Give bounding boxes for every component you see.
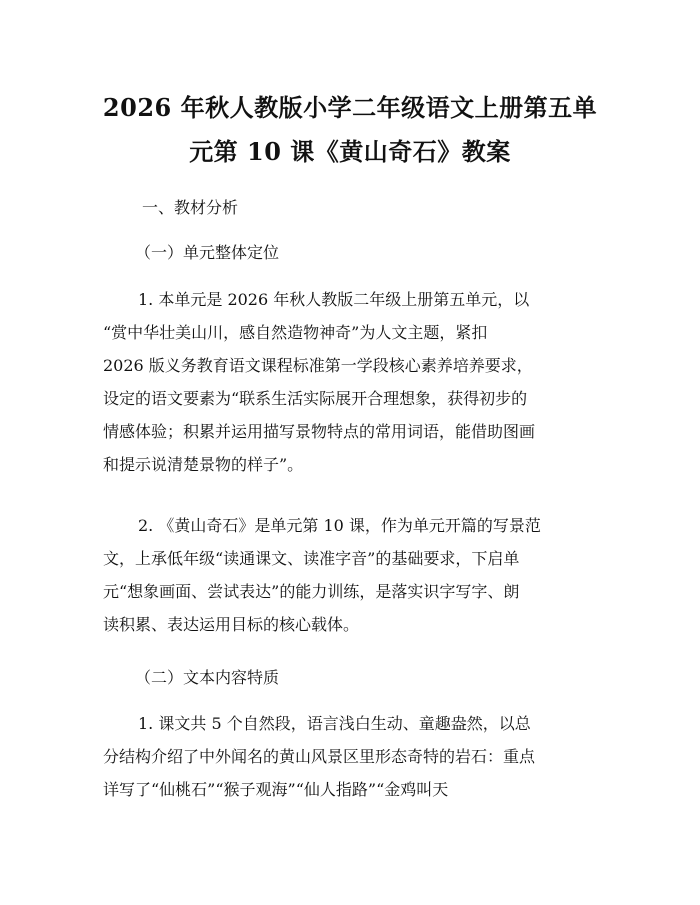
- paragraph-3-line: 分结构介绍了中外闻名的黄山风景区里形态奇特的岩石：重点: [103, 747, 536, 766]
- document-title-line-2: 元第 10 课《黄山奇石》教案: [189, 137, 511, 166]
- paragraph-1-line: 和提示说清楚景物的样子”。: [103, 455, 304, 474]
- paragraph-2-line: 2. 《黄山奇石》是单元第 10 课，作为单元开篇的写景范: [138, 516, 541, 535]
- document-title-line-1: 2026 年秋人教版小学二年级语文上册第五单: [102, 93, 598, 122]
- paragraph-1-line: “赏中华壮美山川，感自然造物神奇”为人文主题，紧扣: [103, 323, 488, 342]
- paragraph-2-line: 文，上承低年级“读通课文、读准字音”的基础要求，下启单: [103, 549, 520, 568]
- paragraph-1-line: 2026 版义务教育语文课程标准第一学段核心素养培养要求，: [103, 356, 533, 375]
- subsection-heading-unit-positioning: （一）单元整体定位: [135, 243, 280, 262]
- paragraph-3-line: 详写了“仙桃石”“猴子观海”“仙人指路”“金鸡叫天: [103, 780, 449, 799]
- paragraph-1-line: 设定的语文要素为“联系生活实际展开合理想象，获得初步的: [103, 389, 528, 408]
- paragraph-1-line: 情感体验；积累并运用描写景物特点的常用词语，能借助图画: [103, 422, 536, 441]
- paragraph-2-line: 元“想象画面、尝试表达”的能力训练，是落实识字写字、朗: [103, 582, 520, 601]
- section-heading-textbook-analysis: 一、教材分析: [142, 198, 239, 217]
- paragraph-2-line: 读积累、表达运用目标的核心载体。: [103, 615, 360, 634]
- subsection-heading-text-features: （二）文本内容特质: [135, 668, 280, 687]
- paragraph-3-line: 1. 课文共 5 个自然段，语言浅白生动、童趣盎然，以总: [138, 714, 531, 733]
- paragraph-1-line: 1. 本单元是 2026 年秋人教版二年级上册第五单元，以: [138, 290, 530, 309]
